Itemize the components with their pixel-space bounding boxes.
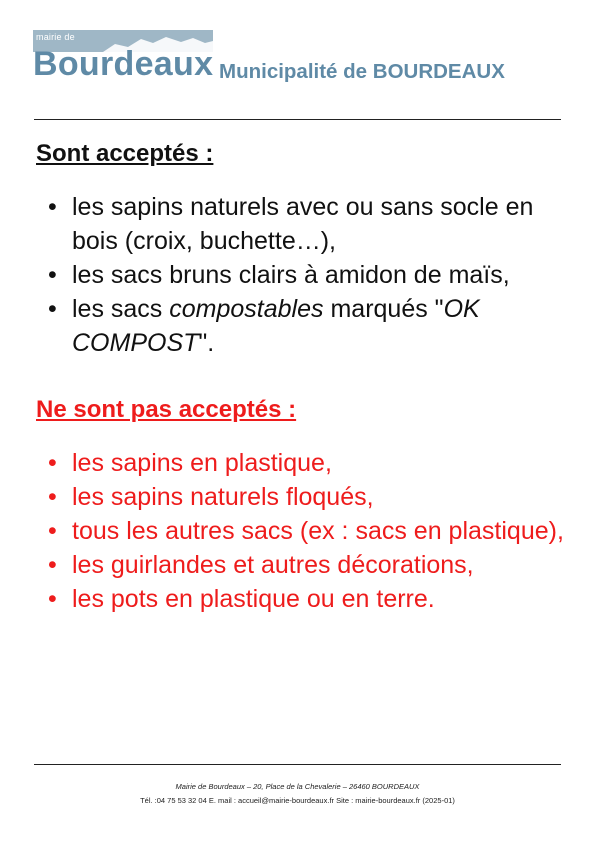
list-item xyxy=(40,446,570,480)
bullet-icon: • xyxy=(48,261,57,289)
list-item xyxy=(40,190,570,258)
accepted-list xyxy=(40,190,570,360)
list-item-text-mid: marqués " xyxy=(323,295,444,323)
list-item-emphasis: OK COMPOST xyxy=(72,295,480,357)
footer-contact: Tél. :04 75 53 32 04 E. mail : accueil@mairie-bourdeaux.fr Site : mairie-bourdeaux.fr (2025-01) xyxy=(140,796,455,805)
bullet-icon: • xyxy=(48,193,57,221)
list-item-text: les sacs bruns clairs à amidon de maïs, xyxy=(72,261,510,289)
list-item-emphasis: compostables xyxy=(169,295,324,323)
logo-small-text: mairie de xyxy=(36,32,75,42)
bullet-icon: • xyxy=(48,551,57,579)
logo-town-name: Bourdeaux xyxy=(33,45,214,83)
list-item-text: les sapins naturels avec ou sans socle en bois (croix, buchette…), xyxy=(72,193,534,255)
refused-list xyxy=(40,446,570,616)
bullet-icon: • xyxy=(48,449,57,477)
bullet-icon: • xyxy=(48,483,57,511)
list-item-text: les guirlandes et autres décorations, xyxy=(72,551,474,579)
list-item-text-post: ". xyxy=(198,329,215,357)
accepted-heading: Sont acceptés : xyxy=(36,140,214,167)
footer-address: Mairie de Bourdeaux – 20, Place de la Chevalerie – 26460 BOURDEAUX xyxy=(175,782,420,791)
refused-heading: Ne sont pas acceptés : xyxy=(36,396,297,423)
list-item xyxy=(40,548,570,582)
list-item-text: les sapins en plastique, xyxy=(72,449,332,477)
bullet-icon: • xyxy=(48,295,57,323)
list-item xyxy=(40,582,570,616)
list-item xyxy=(40,514,570,548)
bullet-icon: • xyxy=(48,585,57,613)
list-item-text-pre: les sacs xyxy=(72,295,170,323)
list-item-text: tous les autres sacs (ex : sacs en plastique), xyxy=(72,517,564,545)
list-item-text: les pots en plastique ou en terre. xyxy=(72,585,435,613)
mairie-logo xyxy=(33,30,215,86)
page-title: Municipalité de BOURDEAUX xyxy=(219,60,505,83)
list-item xyxy=(40,258,570,292)
list-item xyxy=(40,292,570,360)
bullet-icon: • xyxy=(48,517,57,545)
footer-divider xyxy=(34,764,561,765)
list-item-text: les sapins naturels floqués, xyxy=(72,483,374,511)
header-divider xyxy=(34,119,561,120)
list-item xyxy=(40,480,570,514)
